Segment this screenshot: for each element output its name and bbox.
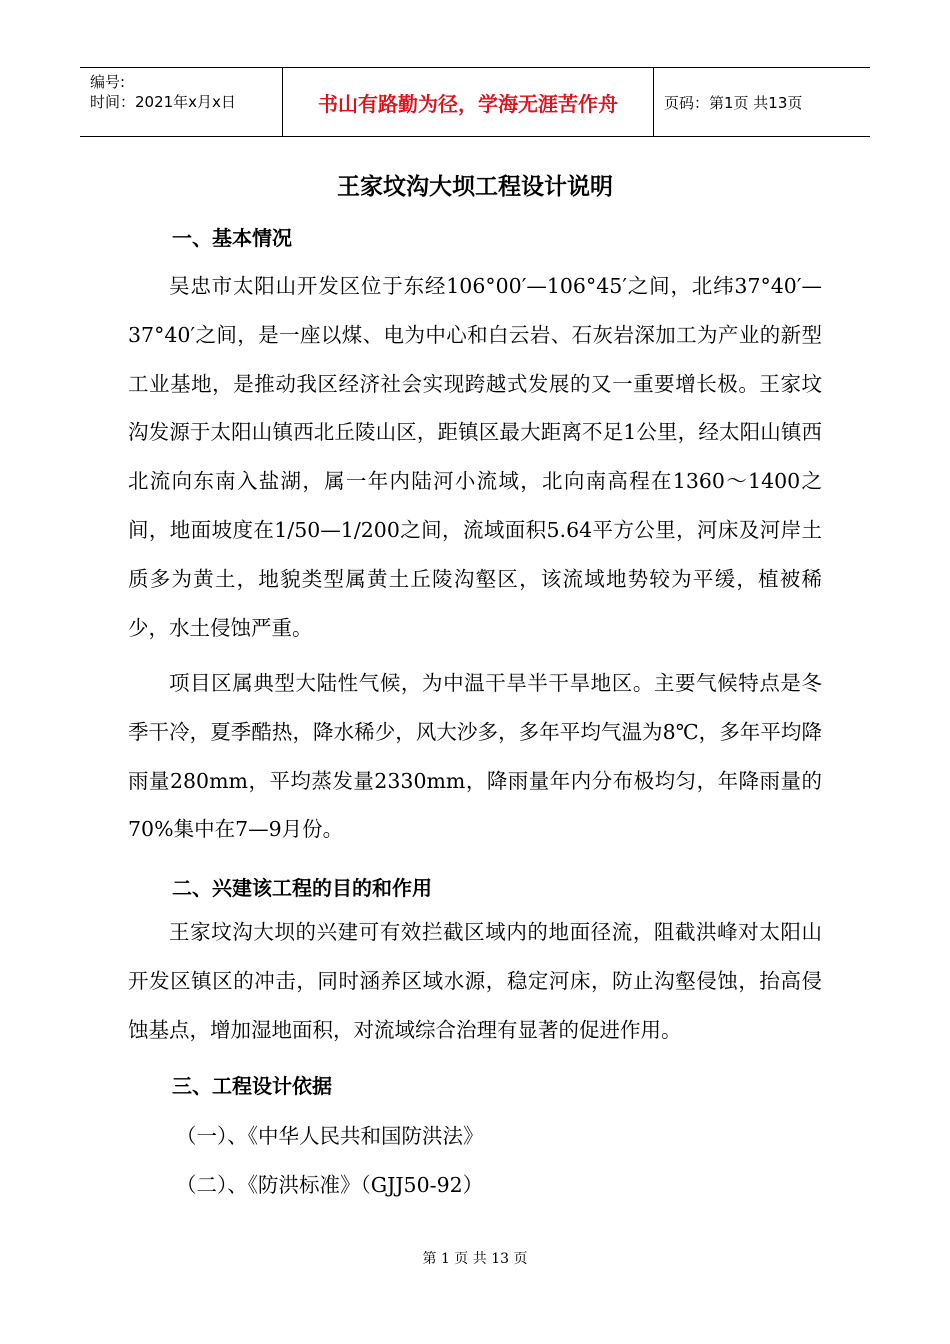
page-header (80, 67, 870, 137)
doc-number-label: 编号: (90, 73, 126, 91)
section1-paragraph-2: 项目区属典型大陆性气候，为中温干旱半干旱地区。主要气候特点是冬季干冷，夏季酷热，降水稀少，风大沙多，多年平均气温为8℃，多年平均降雨量280mm，平均蒸发量2330mm，降雨量年内分布极均匀，年降雨量的70%集中在7—9月份。 (128, 671, 822, 842)
page-footer: 第 1 页 共 13 页 (422, 1251, 528, 1267)
header-meta (80, 68, 282, 136)
section-heading-3: 三、工程设计依据 (172, 1074, 332, 1098)
header-page-info: 页码：第1页 共13页 (664, 93, 803, 112)
basis-item-1: （一）、《中华人民共和国防洪法》 (176, 1124, 484, 1148)
document-title: 王家坟沟大坝工程设计说明 (337, 174, 613, 200)
basis-item-2: （二）、《防洪标准》（GJJ50-92） (176, 1173, 484, 1197)
header-motto: 书山有路勤为径，学海无涯苦作舟 (282, 68, 654, 136)
section2-paragraph-1: 王家坟沟大坝的兴建可有效拦截区域内的地面径流，阻截洪峰对太阳山开发区镇区的冲击，同时涵养区域水源，稳定河床，防止沟壑侵蚀，抬高侵蚀基点，增加湿地面积，对流域综合治理有显著的促进作用。 (128, 920, 822, 1042)
doc-time-label: 时间：2021年x月x日 (90, 93, 236, 111)
section-heading-2: 二、兴建该工程的目的和作用 (172, 876, 432, 900)
section1-paragraph-1: 吴忠市太阳山开发区位于东经106°00′—106°45′之间，北纬37°40′—37°40′之间，是一座以煤、电为中心和白云岩、石灰岩深加工为产业的新型工业基地，是推动我区经济社会实现跨越式发展的又一重要增长极。王家坟沟发源于太阳山镇西北丘陵山区，距镇区最大距离不足1公里，经太阳山镇西北流向东南入盐湖，属一年内陆河小流域，北向南高程在1360～1400之间，地面坡度在1/50—1/200之间，流域面积5.64平方公里，河床及河岸土质多为黄土，地貌类型属黄土丘陵沟壑区，该流域地势较为平缓，植被稀少，水土侵蚀严重。 (128, 274, 822, 640)
section-heading-1: 一、基本情况 (172, 226, 292, 250)
